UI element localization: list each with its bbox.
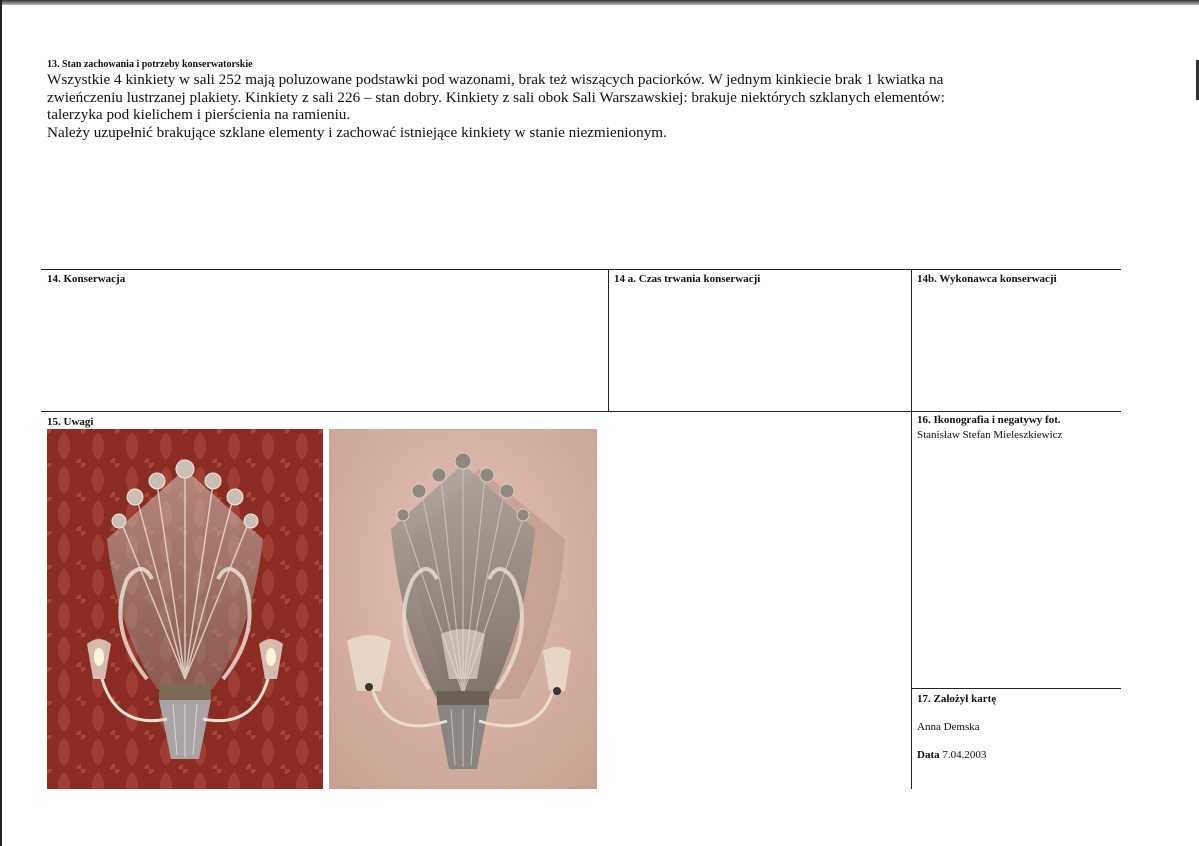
section-13-line: Wszystkie 4 kinkiety w sali 252 mają poluzowane podstawki pod wazonami, brak też wiszących paciorków. W jednym kinkiecie brak 1 kwiatka na: [47, 71, 944, 88]
scan-left-edge: [0, 0, 2, 846]
section-13-line: zwieńczeniu lustrzanej plakiety. Kinkiety z sali 226 – stan dobry. Kinkiety z sali obok Sali Warszawskiej: brakuje niektórych szklanych elementów:: [47, 88, 945, 106]
column-divider-14b: [911, 269, 912, 789]
section-14-label: 14. Konserwacja: [47, 273, 126, 285]
section-13-line: talerzyka pod kielichem i pierścienia na ramieniu.: [47, 106, 351, 123]
section-16-label: 16. Ikonografia i negatywy fot.: [917, 414, 1061, 426]
photo-sconce-red-wall: [47, 429, 323, 789]
photo-sconce-pink-wall: [329, 429, 597, 789]
section-14a-label: 14 a. Czas trwania konserwacji: [614, 273, 761, 285]
section-13-title: 13. Stan zachowania i potrzeby konserwatorskie: [47, 59, 253, 70]
section-16-author: Stanisław Stefan Mieleszkiewicz: [917, 429, 1063, 441]
section-13-line: Należy uzupełnić brakujące szklane elementy i zachować istniejące kinkiety w stanie niezmienionym.: [47, 123, 667, 141]
scan-top-edge: [0, 0, 1199, 5]
section-17-date: [917, 749, 986, 761]
section-13-body: [47, 71, 1127, 141]
section-17-date-value: 7.04.2003: [942, 749, 987, 761]
row-divider: [41, 411, 1121, 412]
section-14b-label: 14b. Wykonawca konserwacji: [917, 273, 1057, 285]
section-17-date-label: Data: [917, 749, 940, 761]
section-15-label: 15. Uwagi: [47, 416, 94, 428]
section-17-author: Anna Demska: [917, 721, 980, 733]
section-17-divider: [911, 688, 1121, 689]
table-top-border: [41, 269, 1121, 270]
column-divider-14a: [608, 269, 609, 412]
section-17-label: 17. Założył kartę: [917, 693, 997, 705]
